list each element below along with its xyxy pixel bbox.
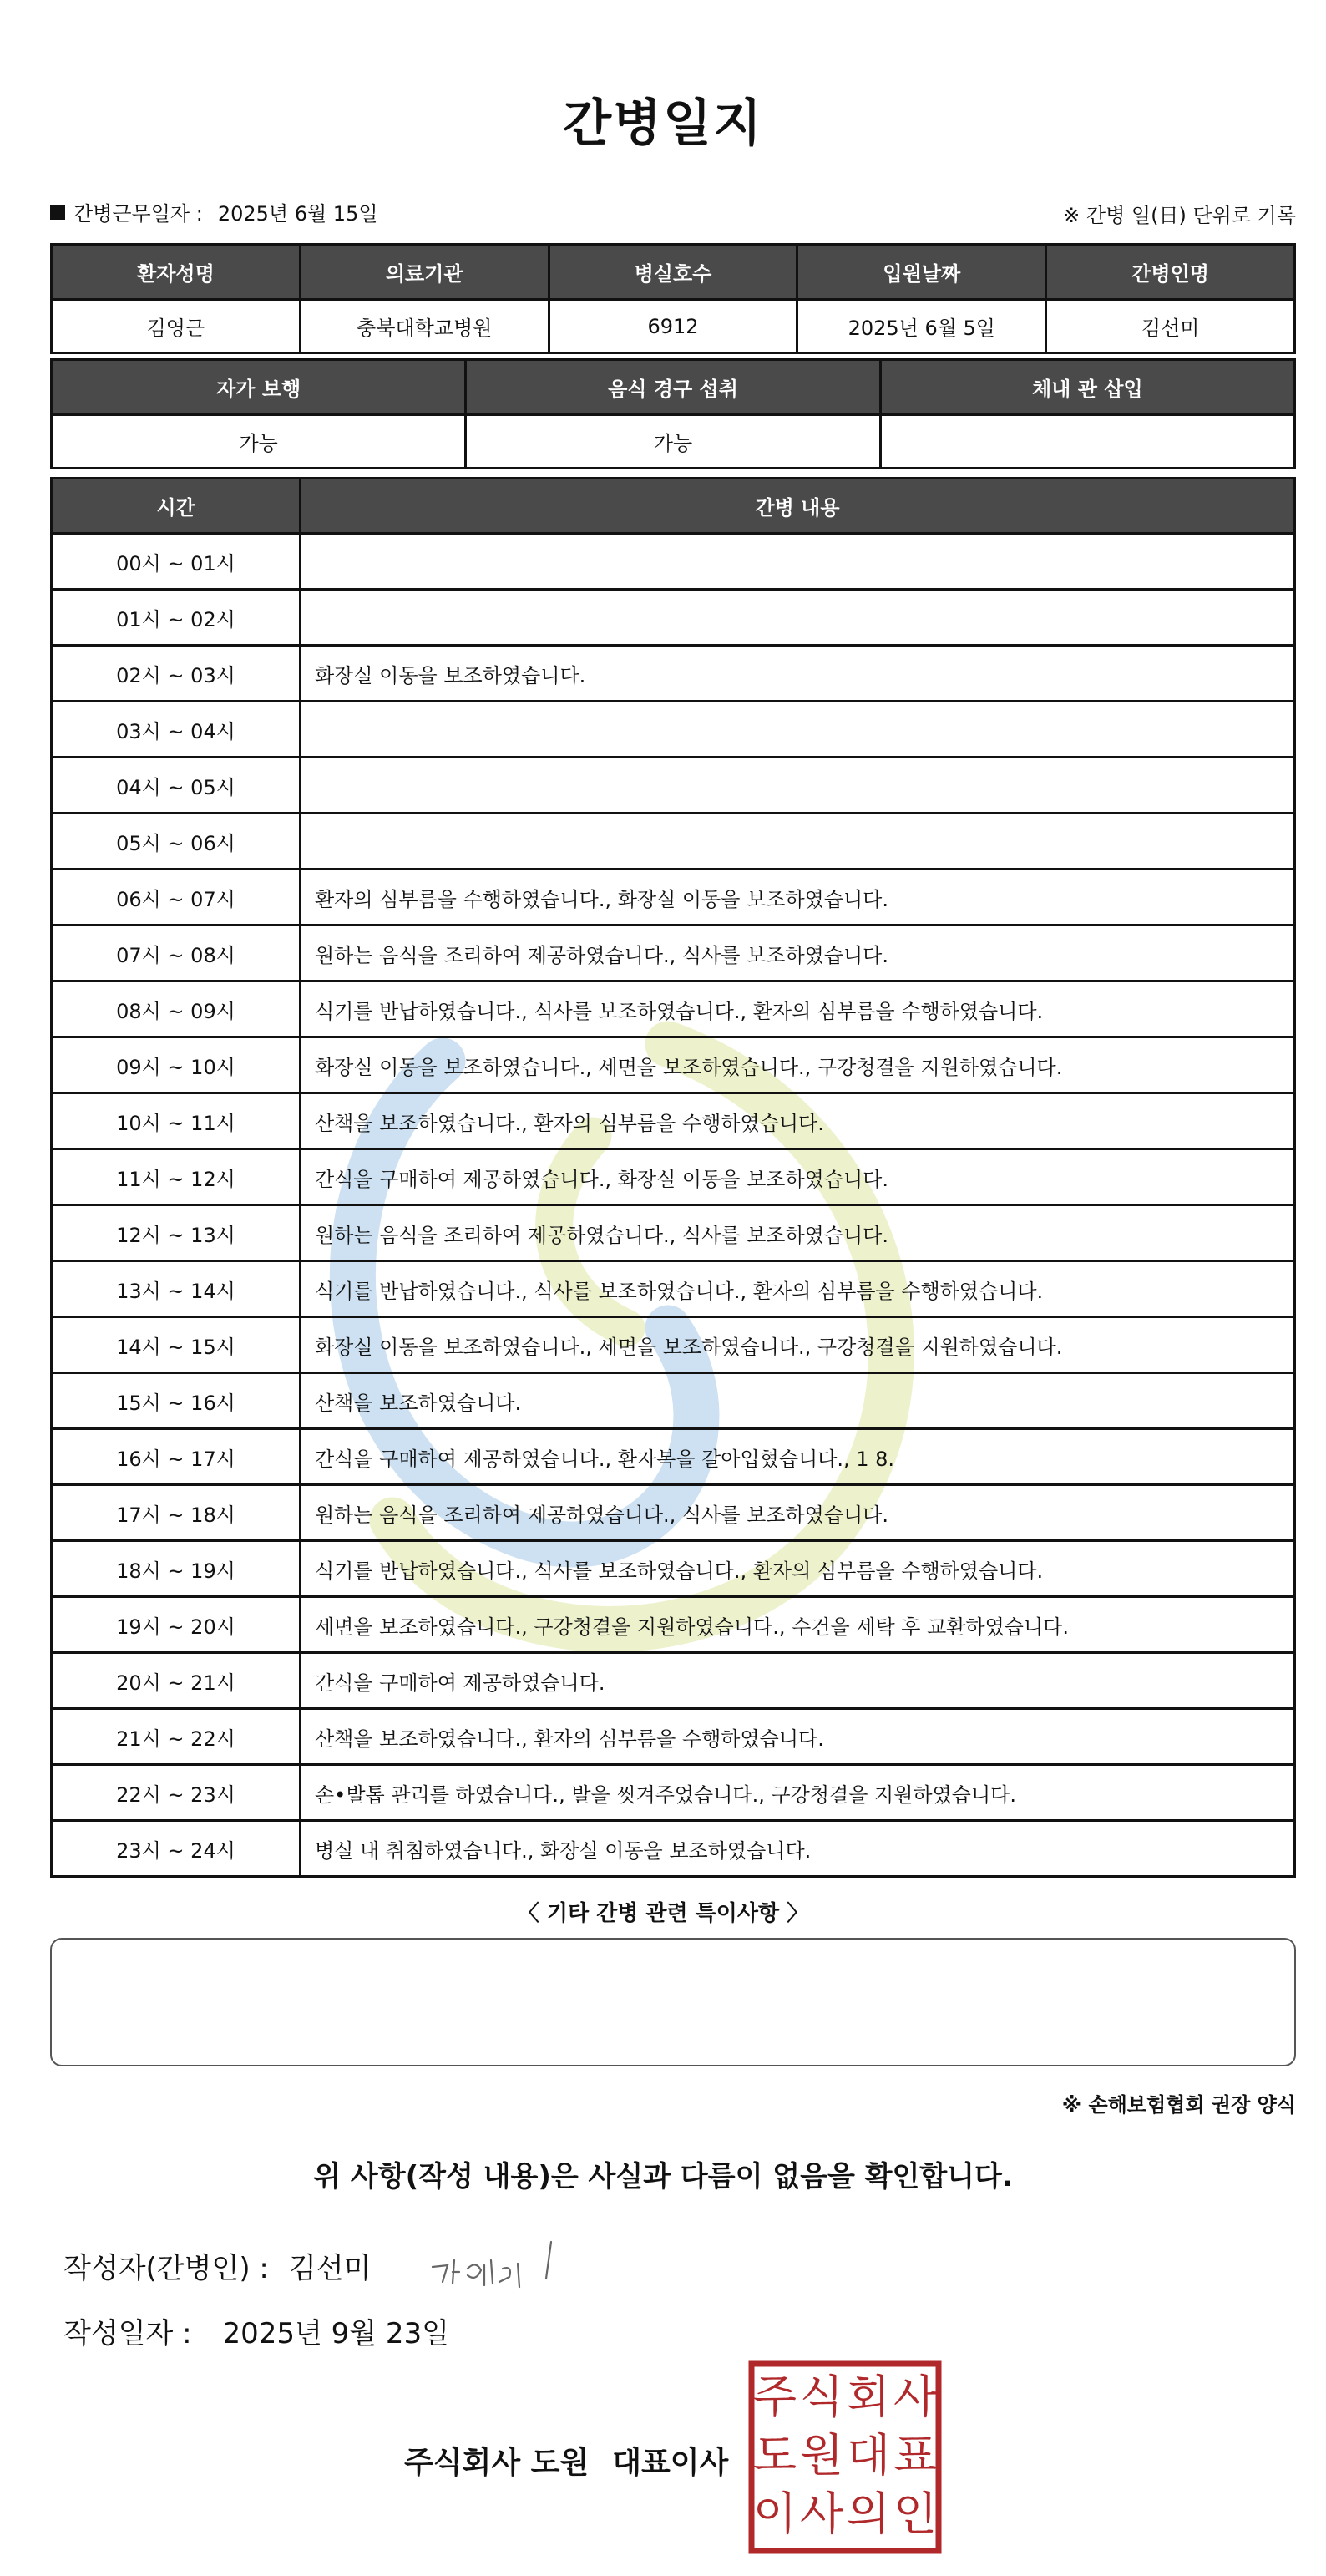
care-log-time: 21시 ~ 22시 xyxy=(52,1709,301,1765)
care-log-content: 병실 내 취침하였습니다., 화장실 이동을 보조하였습니다. xyxy=(301,1821,1295,1877)
care-log-row xyxy=(52,1653,1295,1709)
care-log-content: 산책을 보조하였습니다., 환자의 심부름을 수행하였습니다. xyxy=(301,1093,1295,1149)
hospital: 충북대학교병원 xyxy=(300,300,549,353)
care-log-row xyxy=(52,981,1295,1037)
care-log-row xyxy=(52,1429,1295,1485)
care-log-time: 03시 ~ 04시 xyxy=(52,702,301,758)
oral-intake-status: 가능 xyxy=(466,415,880,469)
care-log-row xyxy=(52,758,1295,814)
care-log-time: 14시 ~ 15시 xyxy=(52,1317,301,1373)
special-notes-box xyxy=(50,1938,1296,2066)
care-log-content: 원하는 음식을 조리하여 제공하였습니다., 식사를 보조하였습니다. xyxy=(301,925,1295,981)
seal-char: 도 xyxy=(752,2429,797,2482)
room-number: 6912 xyxy=(549,300,797,353)
care-log-row xyxy=(52,1709,1295,1765)
header-caregiver: 간병인명 xyxy=(1046,245,1295,300)
care-log-body xyxy=(52,534,1295,1877)
seal-char: 사 xyxy=(893,2371,938,2423)
care-log-row xyxy=(52,1373,1295,1429)
care-log-row xyxy=(52,702,1295,758)
care-log-time: 22시 ~ 23시 xyxy=(52,1765,301,1821)
page-title: 간병일지 xyxy=(563,94,763,153)
care-log-content: 화장실 이동을 보조하였습니다., 세면을 보조하였습니다., 구강청결을 지원하였습니다. xyxy=(301,1317,1295,1373)
care-log-time: 05시 ~ 06시 xyxy=(52,814,301,870)
seal-char: 원 xyxy=(799,2429,844,2482)
care-log-row xyxy=(52,1317,1295,1373)
writer-line xyxy=(63,2245,371,2286)
care-log-time: 17시 ~ 18시 xyxy=(52,1485,301,1541)
handwritten-signature xyxy=(426,2235,576,2294)
care-log-row xyxy=(52,870,1295,925)
care-log-content: 식기를 반납하였습니다., 식사를 보조하였습니다., 환자의 심부름을 수행하였습니다. xyxy=(301,981,1295,1037)
company-name: 주식회사 도원 xyxy=(404,2446,590,2480)
header-admission-date: 입원날짜 xyxy=(797,245,1046,300)
patient-status-value-row xyxy=(52,415,1295,469)
care-log-time: 20시 ~ 21시 xyxy=(52,1653,301,1709)
care-log-content: 화장실 이동을 보조하였습니다., 세면을 보조하였습니다., 구강청결을 지원하였습니다. xyxy=(301,1037,1295,1093)
care-log-row xyxy=(52,590,1295,646)
care-log-time: 23시 ~ 24시 xyxy=(52,1821,301,1877)
work-date-label: 간병근무일자 : xyxy=(73,202,203,226)
seal-char: 사 xyxy=(799,2487,844,2540)
care-log-row xyxy=(52,1597,1295,1653)
care-log-time: 04시 ~ 05시 xyxy=(52,758,301,814)
company-line xyxy=(404,2439,728,2482)
header-patient-name: 환자성명 xyxy=(52,245,301,300)
care-log-row xyxy=(52,814,1295,870)
seal-char: 주 xyxy=(752,2371,797,2423)
admission-date: 2025년 6월 5일 xyxy=(797,300,1046,353)
care-log-time: 02시 ~ 03시 xyxy=(52,646,301,702)
tube-status xyxy=(880,415,1294,469)
care-log-time: 13시 ~ 14시 xyxy=(52,1261,301,1317)
care-log-time: 01시 ~ 02시 xyxy=(52,590,301,646)
patient-name: 김영근 xyxy=(52,300,301,353)
seal-char: 대 xyxy=(846,2429,891,2482)
recommend-note: ※ 손해보험협회 권장 양식 xyxy=(1061,2093,1296,2117)
seal-char: 표 xyxy=(893,2429,938,2482)
care-log-row xyxy=(52,534,1295,590)
care-log-content xyxy=(301,534,1295,590)
header-time: 시간 xyxy=(52,479,301,534)
confirmation-statement: 위 사항(작성 내용)은 사실과 다름이 없음을 확인합니다. xyxy=(313,2160,1013,2193)
care-log-content: 화장실 이동을 보조하였습니다. xyxy=(301,646,1295,702)
care-log-row xyxy=(52,1541,1295,1597)
care-log-content: 세면을 보조하였습니다., 구강청결을 지원하였습니다., 수건을 세탁 후 교환하였습니다. xyxy=(301,1597,1295,1653)
care-log-row xyxy=(52,925,1295,981)
care-log-time: 10시 ~ 11시 xyxy=(52,1093,301,1149)
care-log-row xyxy=(52,1205,1295,1261)
care-log-row xyxy=(52,1149,1295,1205)
care-log-content xyxy=(301,590,1295,646)
write-date-value: 2025년 9월 23일 xyxy=(222,2317,450,2350)
seal-char: 회 xyxy=(846,2371,891,2423)
care-log-time: 00시 ~ 01시 xyxy=(52,534,301,590)
patient-info-value-row xyxy=(52,300,1295,353)
patient-info-header-row xyxy=(52,245,1295,300)
seal-characters xyxy=(753,2371,937,2540)
special-notes-title: 〈 기타 간병 관련 특이사항 〉 xyxy=(517,1901,809,1926)
care-log-content xyxy=(301,758,1295,814)
care-log-content: 원하는 음식을 조리하여 제공하였습니다., 식사를 보조하였습니다. xyxy=(301,1205,1295,1261)
write-date-line xyxy=(63,2310,449,2351)
header-room: 병실호수 xyxy=(549,245,797,300)
care-log-content: 산책을 보조하였습니다., 환자의 심부름을 수행하였습니다. xyxy=(301,1709,1295,1765)
header-walking: 자가 보행 xyxy=(52,360,466,415)
care-log-content: 손•발톱 관리를 하였습니다., 발을 씻겨주었습니다., 구강청결을 지원하였습니다. xyxy=(301,1765,1295,1821)
care-log-table xyxy=(50,477,1296,1878)
care-log-content: 간식을 구매하여 제공하였습니다. xyxy=(301,1653,1295,1709)
care-log-row xyxy=(52,1485,1295,1541)
walking-status: 가능 xyxy=(52,415,466,469)
care-log-content: 산책을 보조하였습니다. xyxy=(301,1373,1295,1429)
company-seal xyxy=(748,2360,942,2554)
care-log-time: 11시 ~ 12시 xyxy=(52,1149,301,1205)
seal-char: 의 xyxy=(846,2487,891,2540)
care-log-time: 18시 ~ 19시 xyxy=(52,1541,301,1597)
care-log-row xyxy=(52,646,1295,702)
care-log-row xyxy=(52,1093,1295,1149)
care-log-time: 09시 ~ 10시 xyxy=(52,1037,301,1093)
seal-char: 식 xyxy=(799,2371,844,2423)
care-log-time: 08시 ~ 09시 xyxy=(52,981,301,1037)
work-date-value: 2025년 6월 15일 xyxy=(217,202,378,226)
seal-char: 인 xyxy=(893,2487,938,2540)
care-log-content xyxy=(301,814,1295,870)
care-log-time: 07시 ~ 08시 xyxy=(52,925,301,981)
care-log-row xyxy=(52,1821,1295,1877)
care-log-content: 간식을 구매하여 제공하였습니다., 화장실 이동을 보조하였습니다. xyxy=(301,1149,1295,1205)
write-date-label: 작성일자 : xyxy=(63,2317,192,2350)
care-log-content: 식기를 반납하였습니다., 식사를 보조하였습니다., 환자의 심부름을 수행하였습니다. xyxy=(301,1541,1295,1597)
header-tube: 체내 관 삽입 xyxy=(880,360,1294,415)
care-log-row xyxy=(52,1765,1295,1821)
header-hospital: 의료기관 xyxy=(300,245,549,300)
care-log-content: 원하는 음식을 조리하여 제공하였습니다., 식사를 보조하였습니다. xyxy=(301,1485,1295,1541)
header-care-content: 간병 내용 xyxy=(301,479,1295,534)
patient-status-header-row xyxy=(52,360,1295,415)
care-log-content: 간식을 구매하여 제공하였습니다., 환자복을 갈아입혔습니다., 1 8. xyxy=(301,1429,1295,1485)
care-log-content xyxy=(301,702,1295,758)
writer-name: 김선미 xyxy=(288,2252,372,2285)
care-log-content: 환자의 심부름을 수행하였습니다., 화장실 이동을 보조하였습니다. xyxy=(301,870,1295,925)
writer-label: 작성자(간병인) : xyxy=(63,2252,269,2285)
care-log-content: 식기를 반납하였습니다., 식사를 보조하였습니다., 환자의 심부름을 수행하였습니다. xyxy=(301,1261,1295,1317)
care-log-time: 15시 ~ 16시 xyxy=(52,1373,301,1429)
care-log-row xyxy=(52,1037,1295,1093)
care-log-time: 12시 ~ 13시 xyxy=(52,1205,301,1261)
seal-char: 이 xyxy=(752,2487,797,2540)
care-log-time: 16시 ~ 17시 xyxy=(52,1429,301,1485)
caregiver-name: 김선미 xyxy=(1046,300,1295,353)
record-note: ※ 간병 일(日) 단위로 기록 xyxy=(1063,204,1296,227)
work-date xyxy=(50,197,378,226)
square-bullet-icon xyxy=(50,205,65,220)
care-log-header-row xyxy=(52,479,1295,534)
company-rep: 대표이사 xyxy=(612,2446,729,2480)
care-log-time: 06시 ~ 07시 xyxy=(52,870,301,925)
patient-status-table xyxy=(50,358,1296,469)
header-oral-intake: 음식 경구 섭취 xyxy=(466,360,880,415)
care-log-row xyxy=(52,1261,1295,1317)
care-log-time: 19시 ~ 20시 xyxy=(52,1597,301,1653)
patient-info-table xyxy=(50,243,1296,354)
